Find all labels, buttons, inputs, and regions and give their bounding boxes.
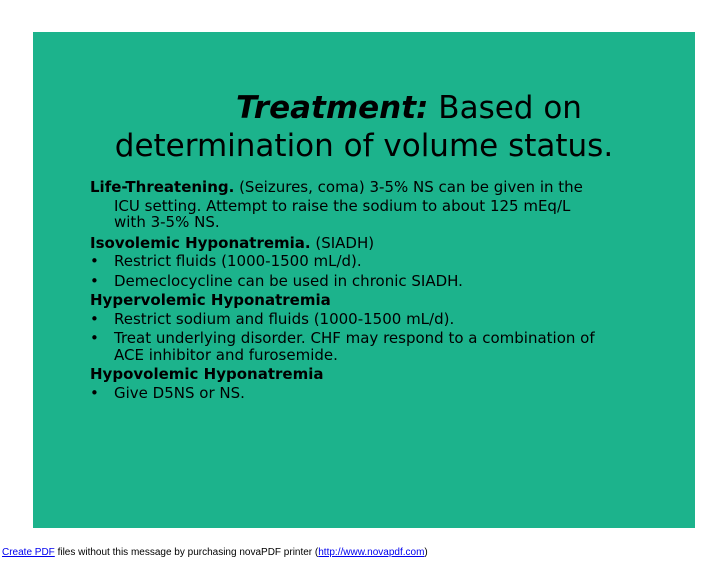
hypervolemic-heading [90, 292, 690, 309]
footer-text: files without this message by purchasing novaPDF printer ( [54, 547, 319, 558]
title-line-2: determination of volume status. [114, 128, 614, 164]
bullet-icon: • [90, 329, 99, 347]
pdf-footer-notice [2, 547, 428, 559]
hypervolemic-label: Hypervolemic Hyponatremia [90, 291, 331, 309]
bullet-text: Restrict sodium and fluids (1000-1500 mL/d). [114, 309, 455, 328]
list-item [90, 330, 690, 363]
list-item [90, 311, 690, 328]
list-item [90, 273, 690, 290]
life-threatening-text: (Seizures, coma) 3-5% NS can be given in the [234, 178, 583, 196]
isovolemic-text: (SIADH) [310, 233, 375, 252]
slide-panel [33, 32, 695, 528]
title-rest: Based on [428, 90, 582, 126]
create-pdf-link[interactable]: Create PDF [2, 547, 55, 558]
bullet-icon: • [90, 271, 99, 290]
continuation-line: with 3-5% NS. [114, 213, 220, 231]
life-threatening-continuation [90, 198, 690, 231]
list-item [90, 253, 690, 270]
list-item [90, 385, 690, 402]
hypovolemic-label: Hypovolemic Hyponatremia [90, 365, 324, 383]
continuation-line: ICU setting. Attempt to raise the sodium to about 125 mEq/L [114, 196, 571, 215]
slide-title [33, 89, 695, 165]
footer-close-paren: ) [424, 547, 428, 558]
bullet-text: Treat underlying disorder. CHF may respond to a combination of [114, 329, 595, 347]
slide-body [90, 179, 690, 404]
bullet-text: Restrict fluids (1000-1500 mL/d). [114, 252, 362, 270]
title-emphasis: Treatment: [236, 90, 429, 126]
life-threatening-heading [90, 179, 690, 196]
bullet-icon: • [90, 252, 99, 270]
novapdf-url-link[interactable]: http://www.novapdf.com [318, 547, 425, 558]
isovolemic-heading [90, 235, 690, 252]
life-threatening-label: Life-Threatening. [90, 178, 235, 196]
title-line-1 [33, 89, 695, 127]
bullet-text: ACE inhibitor and furosemide. [114, 345, 338, 364]
bullet-text: Give D5NS or NS. [114, 383, 245, 402]
bullet-icon: • [90, 383, 99, 402]
bullet-icon: • [90, 309, 99, 328]
bullet-text: Demeclocycline can be used in chronic SIADH. [114, 271, 463, 290]
hypovolemic-heading [90, 366, 690, 383]
isovolemic-label: Isovolemic Hyponatremia. [90, 233, 311, 252]
